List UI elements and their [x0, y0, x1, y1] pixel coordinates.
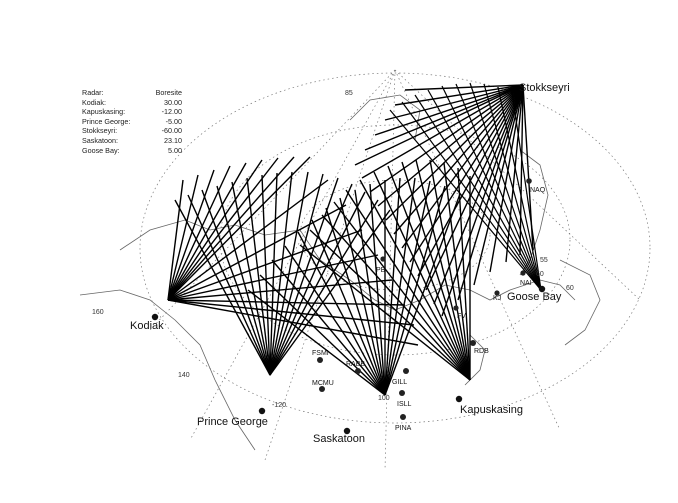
legend-radar-name: Stokkseyri:: [82, 126, 118, 136]
station-label: PINA: [395, 425, 412, 432]
legend-row: [82, 126, 182, 136]
legend-header-name: Radar:: [82, 88, 104, 97]
radar-label-goose-bay: Goose Bay: [507, 291, 562, 303]
station-label: GILL: [392, 379, 408, 386]
grid-label-120: -120: [272, 402, 287, 409]
grid-label-140: 140: [178, 372, 190, 379]
legend-row: [82, 146, 182, 156]
legend-radar-name: Prince George:: [82, 116, 131, 126]
legend-boresite-value: -12.00: [161, 107, 182, 117]
station-label: MCMU: [312, 380, 334, 387]
legend-boresite-value: 23.10: [164, 135, 182, 145]
legend-row: [82, 117, 182, 127]
station-label: PB: [376, 267, 386, 274]
station-label: RDB: [474, 348, 489, 355]
legend-boresite-value: 30.00: [164, 97, 182, 107]
legend-radar-name: Saskatoon:: [82, 135, 118, 145]
legend-boresite-value: 5.00: [168, 145, 182, 155]
radar-label-kapuskasing: Kapuskasing: [460, 404, 523, 416]
grid-label-85: 85: [345, 90, 353, 97]
station-label: NAI: [520, 280, 532, 287]
radar-label-saskatoon: Saskatoon: [313, 433, 365, 445]
radar-label-kodiak: Kodiak: [130, 320, 164, 332]
grid-label-lon-60: 60: [566, 285, 574, 292]
legend-boresite-value: -5.00: [165, 116, 182, 126]
station-label: NAQ: [530, 187, 546, 194]
station-label: RABB: [346, 361, 366, 368]
legend-radar-name: Kapuskasing:: [82, 107, 126, 117]
grid-label-100: 100: [378, 395, 390, 402]
legend-header: [82, 88, 182, 98]
legend-header-value: Boresite: [155, 88, 182, 97]
radar-label-prince-george: Prince George: [197, 416, 268, 428]
grid-label-160: 160: [92, 309, 104, 316]
grid-label-60: 60: [536, 271, 544, 278]
grid-label-55: 55: [540, 257, 548, 264]
legend-radar-name: Goose Bay:: [82, 145, 120, 155]
legend-radar-name: Kodiak:: [82, 97, 106, 107]
station-label: FV: [457, 313, 466, 320]
graticule: [140, 70, 650, 470]
legend-row: [82, 136, 182, 146]
station-label: FSMI: [312, 350, 329, 357]
station-label: KJ: [493, 295, 502, 302]
boresite-legend: [82, 88, 182, 155]
legend-row: [82, 107, 182, 117]
legend-boresite-value: -60.00: [161, 126, 182, 136]
legend-row: [82, 98, 182, 108]
radar-label-stokkseyri: Stokkseyri: [519, 82, 570, 94]
station-label: ISLL: [397, 401, 412, 408]
